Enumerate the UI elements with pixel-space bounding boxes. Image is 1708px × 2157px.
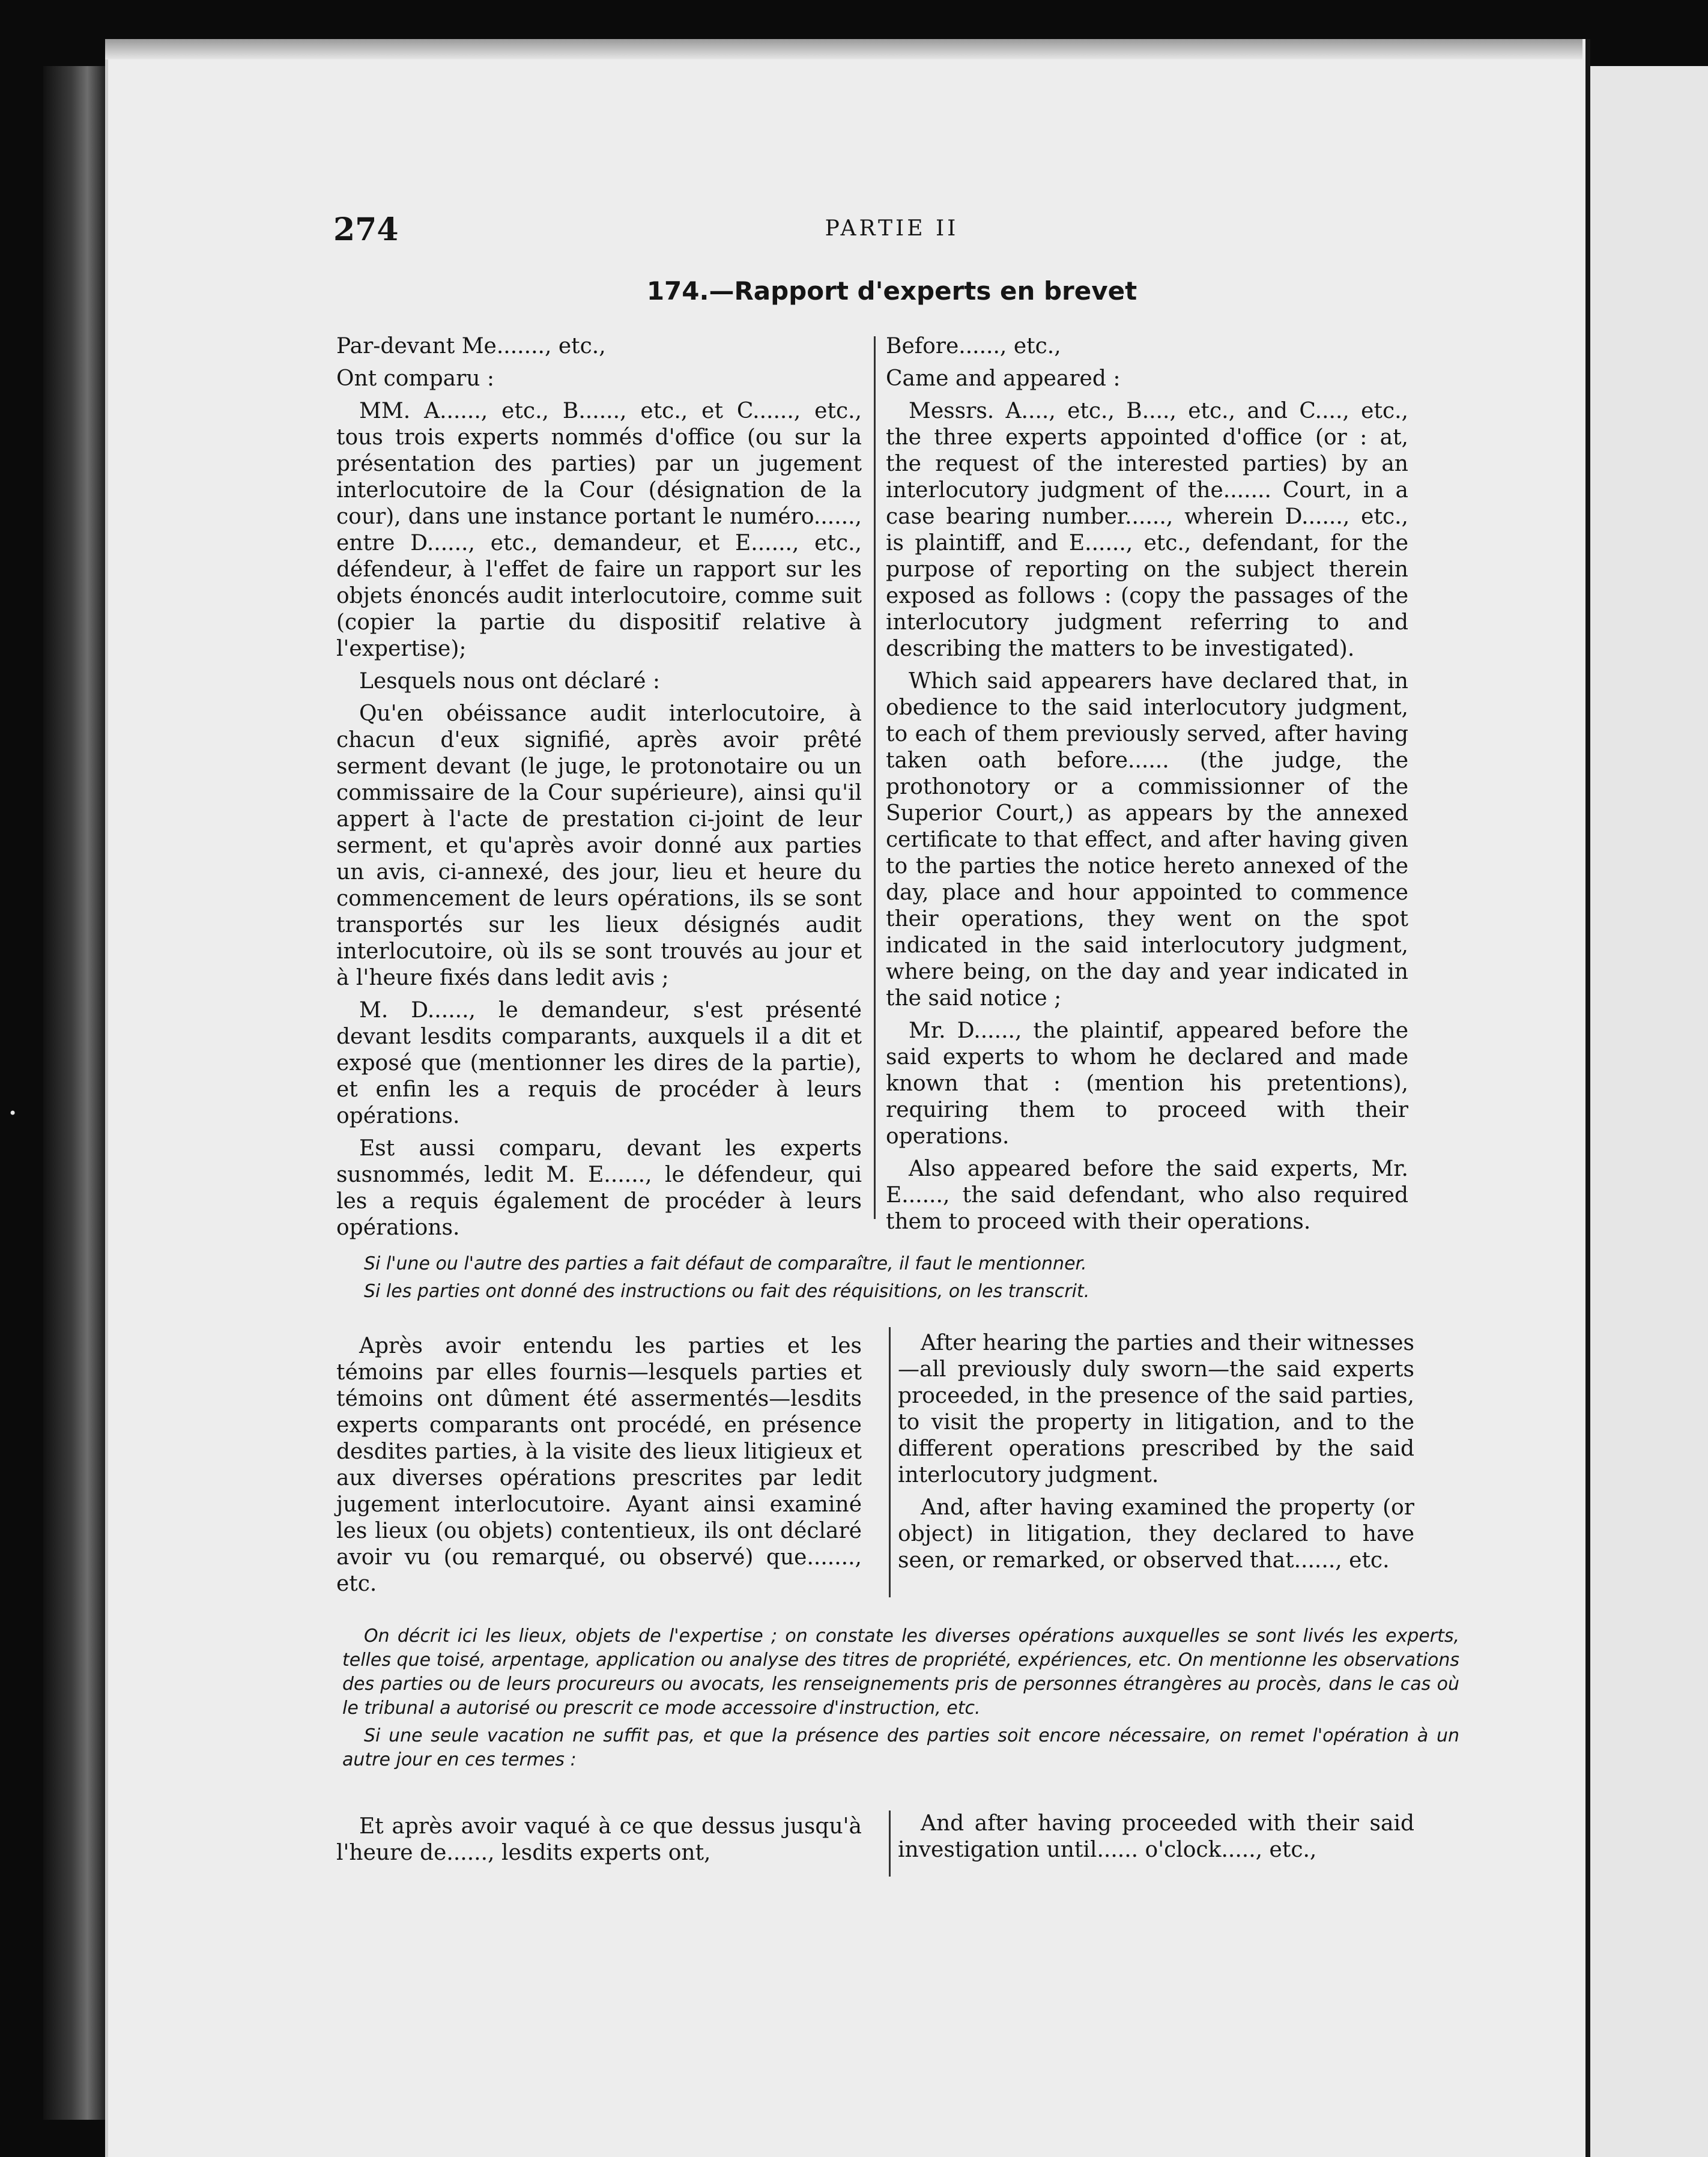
running-header [333, 211, 1450, 253]
editorial-note-1 [342, 1252, 1459, 1307]
french-column-block2 [336, 1333, 862, 1603]
paragraph-en: Also appeared before the said experts, Mr. E......, the said defendant, who also required them to proceed with their operations. [886, 1157, 1408, 1234]
section-title: 174.—Rapport d'experts en brevet [646, 276, 1137, 306]
paragraph-fr: M. D......, le demandeur, s'est présenté devant lesdits comparants, auxquels il a dit et exposé que (mentionner les dires de la partie), et enfin les a requis de procéder à leurs opérations. [336, 998, 862, 1128]
column-divider [874, 336, 876, 1219]
running-title: PARTIE II [825, 216, 959, 241]
paragraph-fr: Et après avoir vaqué à ce que dessus jusqu'à l'heure de......, lesdits experts ont, [336, 1814, 862, 1865]
paragraph-en: Before......, etc., [886, 334, 1061, 358]
adjacent-page-edge [1590, 66, 1708, 2157]
paragraph-en: Which said appearers have declared that, in obedience to the said interlocutory judgment, to each of them previously served, after having taken oath before...... (the judge, the prothonotory or a commissionner of the Superior Court,) as appears by the annexed certificate to that effect, and after having given to the parties the notice hereto annexed of the day, place and hour appointed to commence their operations, they went on the spot indicated in the said interlocutory judgment, where being, on the day and year indicated in the said notice ; [886, 669, 1408, 1011]
note-paragraph: On décrit ici les lieux, objets de l'expertise ; on constate les diverses opérations auxquelles se sont livés les experts, telles que toisé, arpentage, application ou analyse des titres de propriété, expériences, etc. On mentionne les observations des parties ou de leurs procureurs ou avocats, les renseignements pris de personnes étrangères au procès, dans le cas où le tribunal a autorisé ou prescrit ce mode accessoire d'instruction, etc. [342, 1626, 1459, 1719]
paragraph-fr: MM. A......, etc., B......, etc., et C......, etc., tous trois experts nommés d'office (ou sur la présentation des parties) par un jugement interlocutoire de la Cour (désignation de la cour), dans une instance portant le numéro......, entre D......, etc., demandeur, et E......, etc., défendeur, à l'effet de faire un rapport sur les objets énoncés audit interlocutoire, comme suit (copier la partie du dispositif relative à l'expertise); [336, 399, 862, 661]
note-line: Si les parties ont donné des instructions ou fait des réquisitions, on les transcrit. [364, 1281, 1090, 1302]
french-column-block3 [336, 1814, 862, 1872]
paragraph-en: Messrs. A...., etc., B...., etc., and C...., etc., the three experts appointed d'office (or : at, the request of the interested parties) by an interlocutory judgment of the....... Court, in a case bearing number......, wherein D......, etc., is plaintiff, and E......, etc., defendant, for the purpose of reporting on the subject therein exposed as follows : (copy the passages of the interlocutory judgment referring to and describing the matters to be investigated). [886, 399, 1408, 661]
page-top-shadow [105, 39, 1582, 59]
paragraph-fr: Qu'en obéissance audit interlocutoire, à chacun d'eux signifié, après avoir prêté serment devant (le juge, le protonotaire ou un commissaire de la Cour supérieure), ainsi qu'il appert à l'acte de prestation ci-joint de leur serment, et qu'après avoir donné aux parties un avis, ci-annexé, des jour, lieu et heure du commencement de leurs opérations, ils se sont transportés sur les lieux désignés audit interlocutoire, où ils se sont trouvés au jour et à l'heure fixés dans ledit avis ; [336, 701, 862, 990]
paragraph-fr: Lesquels nous ont déclaré : [359, 669, 660, 694]
paragraph-fr: Après avoir entendu les parties et les témoins par elles fournis—lesquels parties et témoins ont dûment été assermentés—lesdits experts comparants ont procédé, en présence desdites parties, à la visite des lieux litigieux et aux diverses opérations prescrites par ledit jugement interlocutoire. Ayant ainsi examiné les lieux (ou objets) contentieux, ils ont déclaré avoir vu (ou remarqué, ou observé) que......., etc. [336, 1334, 862, 1596]
english-column-block3 [898, 1811, 1414, 1869]
paragraph-fr: Est aussi comparu, devant les experts susnommés, ledit M. E......, le défendeur, qui les a requis également de procéder à leurs opérations. [336, 1136, 862, 1240]
book-binding-edge [43, 66, 106, 2120]
column-divider [889, 1811, 891, 1877]
paragraph-en: And, after having examined the property (or object) in litigation, they declared to have seen, or remarked, or observed that......, etc. [898, 1495, 1414, 1573]
page-number: 274 [333, 211, 399, 248]
editorial-note-2 [342, 1624, 1459, 1776]
paragraph-fr: Ont comparu : [336, 366, 495, 391]
note-line: Si l'une ou l'autre des parties a fait défaut de comparaître, il faut le mentionner. [364, 1253, 1087, 1274]
paragraph-en: Came and appeared : [886, 366, 1121, 391]
english-column-block2 [898, 1330, 1414, 1580]
paragraph-en: After hearing the parties and their witnesses—all previously duly sworn—the said experts proceeded, in the presence of the said parties, to visit the property in litigation, and to the different operations prescribed by the said interlocutory judgment. [898, 1331, 1414, 1487]
english-column-block1 [886, 333, 1408, 1241]
paragraph-en: Mr. D......, the plaintif, appeared before the said experts to whom he declared and made known that : (mention his pretentions), requiring them to proceed with their operations. [886, 1018, 1408, 1149]
french-column-block1 [336, 333, 862, 1247]
paragraph-fr: Par-devant Me......., etc., [336, 334, 606, 358]
paragraph-en: And after having proceeded with their said investigation until...... o'clock....., etc., [898, 1811, 1414, 1862]
scan-speck: • [8, 1105, 17, 1122]
column-divider [889, 1327, 891, 1597]
note-paragraph: Si une seule vacation ne suffit pas, et que la présence des parties soit encore nécessaire, on remet l'opération à un autre jour en ces termes : [342, 1725, 1459, 1770]
